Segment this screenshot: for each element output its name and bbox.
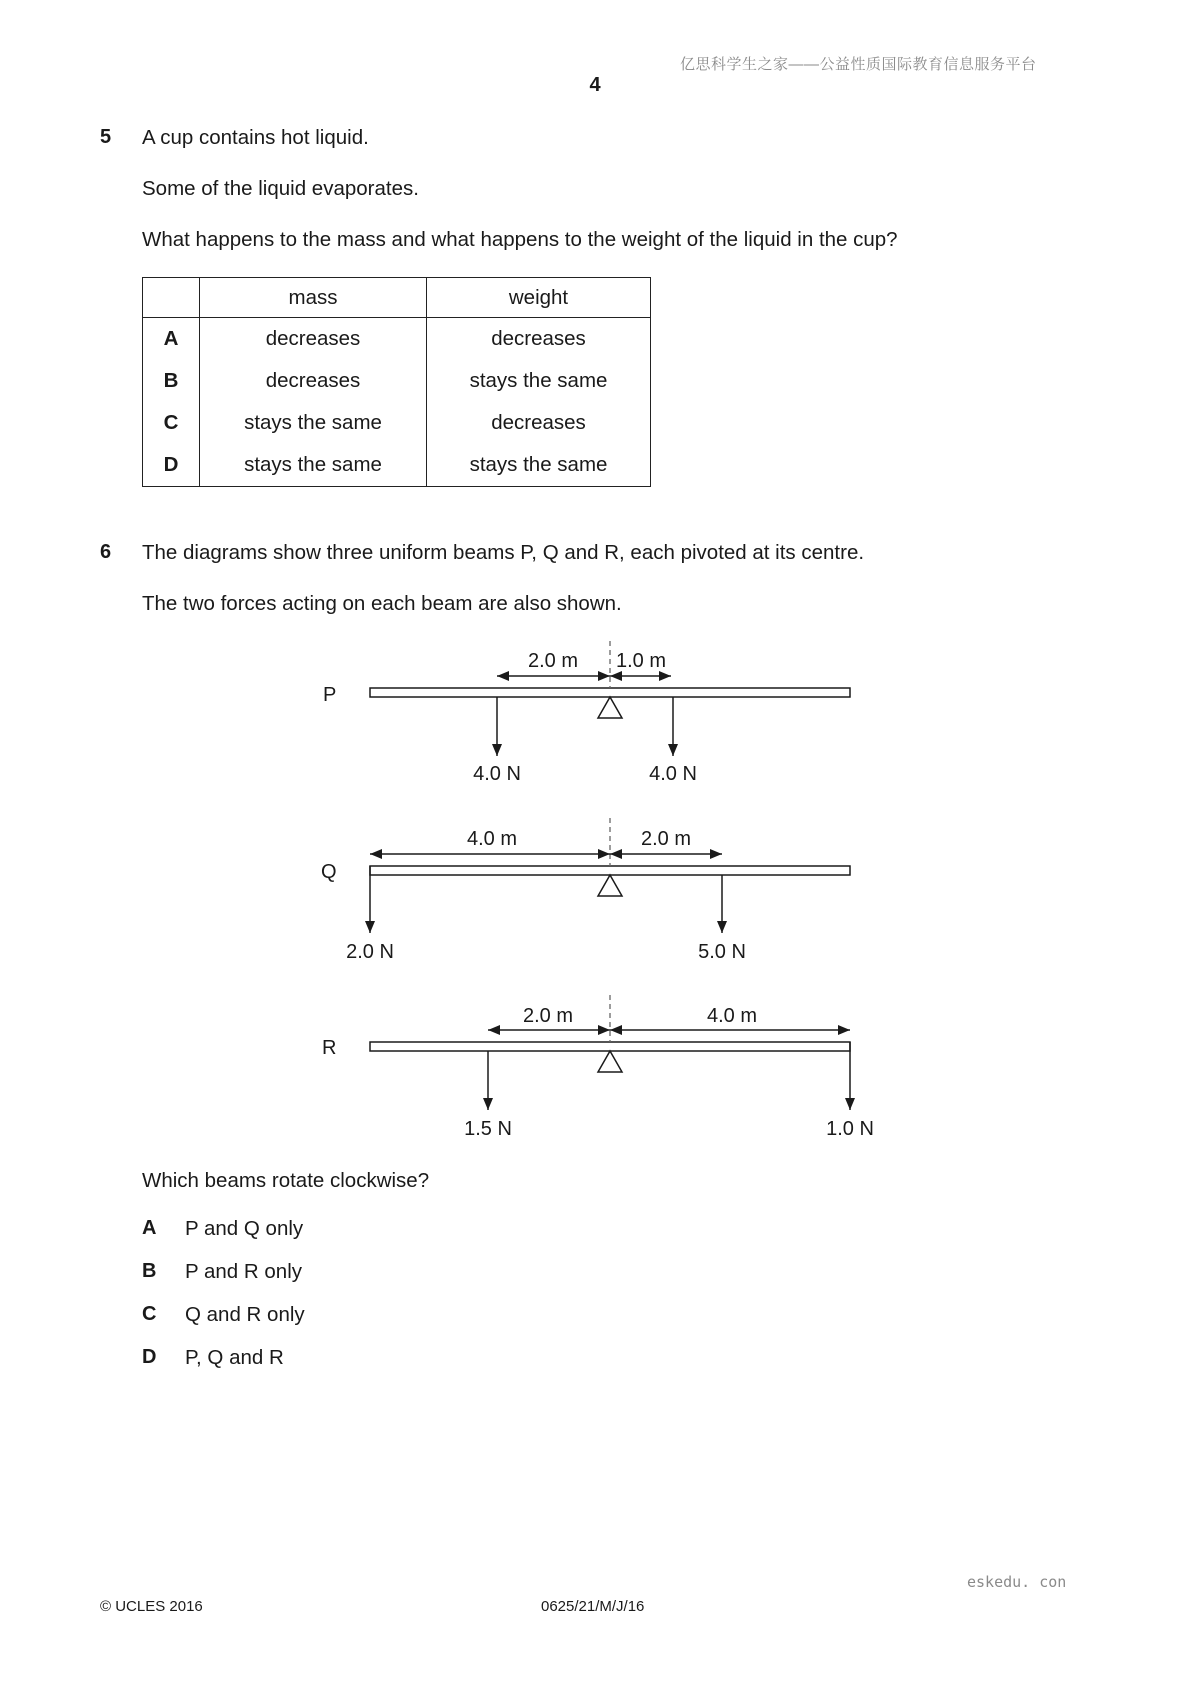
question-5-line-2: Some of the liquid evaporates. (142, 177, 419, 200)
beam-r-right-force-label: 1.0 N (826, 1118, 874, 1140)
beam-p-diagram (323, 641, 850, 785)
option-weight: decreases (427, 402, 651, 444)
option-letter: C (143, 402, 200, 444)
beam-q-left-force-label: 2.0 N (346, 941, 394, 963)
question-5-line-1: A cup contains hot liquid. (142, 126, 369, 149)
option-letter: B (143, 360, 200, 402)
choice-letter-d: D (142, 1346, 157, 1368)
choice-letter-c: C (142, 1303, 157, 1325)
beam-p-label: P (323, 684, 337, 706)
option-mass: decreases (200, 360, 427, 402)
option-weight: stays the same (427, 360, 651, 402)
beam-r-left-distance-label: 2.0 m (522, 1005, 574, 1027)
beam-q-right-distance-label: 2.0 m (640, 828, 692, 850)
header-watermark: 亿思科学生之家——公益性质国际教育信息服务平台 (680, 56, 1037, 73)
beam-q-right-force-label: 5.0 N (698, 941, 746, 963)
question-5-line-3: What happens to the mass and what happens to the weight of the liquid in the cup? (142, 228, 898, 251)
question-5-number: 5 (100, 126, 112, 148)
choice-text-a: P and Q only (185, 1217, 304, 1240)
question-6-prompt: Which beams rotate clockwise? (142, 1169, 430, 1192)
choice-text-c: Q and R only (185, 1303, 305, 1326)
option-weight: decreases (427, 318, 651, 361)
option-mass: stays the same (200, 444, 427, 487)
footer-paper-code: 0625/21/M/J/16 (541, 1598, 645, 1615)
question-6-line-2: The two forces acting on each beam are also shown. (142, 592, 622, 615)
beam-r-left-force-label: 1.5 N (464, 1118, 512, 1140)
footer-watermark: eskedu. con (967, 1573, 1067, 1591)
beam-p-pivot-icon (598, 697, 622, 718)
beam-r-diagram (322, 995, 874, 1140)
beam-p-left-distance-label: 2.0 m (527, 650, 579, 672)
table-header-mass: mass (200, 278, 427, 318)
beam-q-left-distance-label: 4.0 m (466, 828, 518, 850)
beam-q-pivot-icon (598, 875, 622, 896)
question-6-number: 6 (100, 541, 112, 563)
choice-text-d: P, Q and R (185, 1346, 284, 1369)
option-letter: A (143, 318, 200, 361)
choice-letter-b: B (142, 1260, 157, 1282)
choice-text-b: P and R only (185, 1260, 303, 1283)
beam-p-right-distance-label: 1.0 m (615, 650, 667, 672)
table-header-weight: weight (427, 278, 651, 318)
option-letter: D (143, 444, 200, 487)
question-6-line-1: The diagrams show three uniform beams P, Q and R, each pivoted at its centre. (142, 541, 865, 564)
choice-letter-a: A (142, 1217, 157, 1239)
beam-q-label: Q (321, 861, 337, 883)
option-mass: stays the same (200, 402, 427, 444)
beam-r-label: R (322, 1037, 337, 1059)
footer-copyright: © UCLES 2016 (100, 1598, 203, 1615)
option-mass: decreases (200, 318, 427, 361)
beam-r-pivot-icon (598, 1051, 622, 1072)
beam-p-left-force-label: 4.0 N (473, 763, 521, 785)
beam-p-right-force-label: 4.0 N (649, 763, 697, 785)
beam-r-right-distance-label: 4.0 m (706, 1005, 758, 1027)
beam-q-diagram (321, 818, 850, 963)
page-number: 4 (589, 74, 601, 96)
option-weight: stays the same (427, 444, 651, 487)
